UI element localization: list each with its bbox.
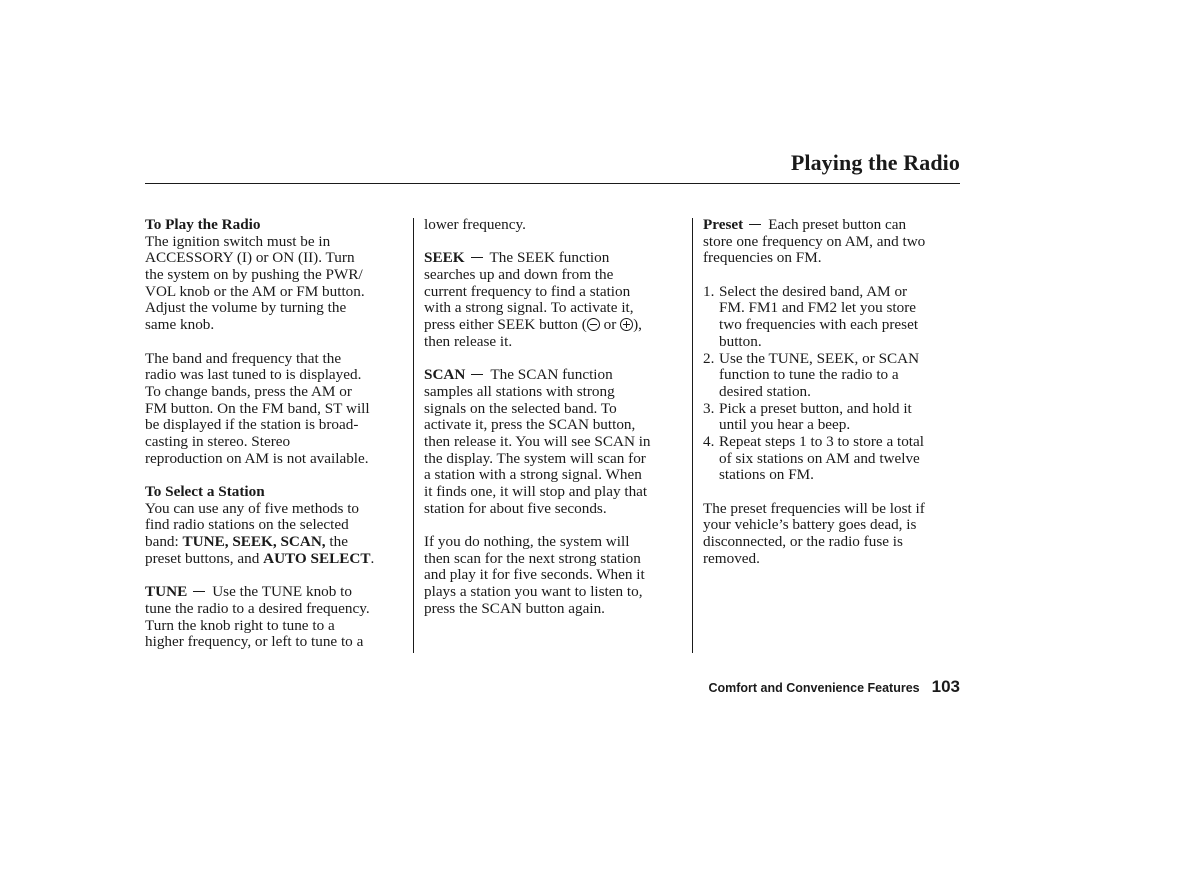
- text-line: of six stations on AM and twelve: [719, 449, 920, 467]
- text-line: disconnected, or the radio fuse is: [703, 533, 903, 551]
- column-3: [703, 217, 960, 567]
- text-line: The band and frequency that the: [145, 349, 342, 367]
- em-dash: [471, 374, 483, 375]
- text-line: a station with a strong signal. When: [424, 466, 642, 484]
- text-line: tune the radio to a desired frequency.: [145, 599, 370, 617]
- text-line: stations on FM.: [719, 466, 814, 484]
- text-line: [703, 217, 960, 234]
- preset-paragraph: [703, 217, 960, 267]
- text-line: [145, 551, 410, 568]
- text-line: ACCESSORY (I) or ON (II). Turn: [145, 249, 355, 267]
- text-line: [145, 534, 410, 551]
- scan-paragraph: [424, 367, 686, 517]
- text-line: be displayed if the station is broad-: [145, 416, 359, 434]
- text-line: casting in stereo. Stereo: [145, 432, 291, 450]
- text-span: Pick a preset button, and hold it: [719, 399, 912, 417]
- scan-term: SCAN: [424, 366, 466, 384]
- text-span: The SCAN function: [490, 366, 613, 384]
- text-line: station for about five seconds.: [424, 499, 607, 517]
- text-line: it finds one, it will stop and play that: [424, 483, 648, 500]
- text-line: reproduction on AM is not available.: [145, 449, 369, 467]
- methods-bold-text: TUNE, SEEK, SCAN,: [182, 533, 326, 551]
- text-line: find radio stations on the selected: [145, 516, 349, 534]
- auto-select-bold-text: AUTO SELECT: [263, 549, 371, 567]
- text-line: To change bands, press the AM or: [145, 382, 352, 400]
- seek-term: SEEK: [424, 249, 465, 267]
- text-line: [703, 432, 960, 451]
- text-span: Each preset button can: [768, 216, 907, 233]
- text-line: Turn the knob right to tune to a: [145, 616, 335, 634]
- text-line: store one frequency on AM, and two: [703, 232, 926, 250]
- list-item: [703, 401, 960, 434]
- text-span: The SEEK function: [489, 249, 610, 267]
- text-line: [703, 282, 960, 301]
- column-1: [145, 217, 410, 651]
- text-line: [145, 584, 410, 601]
- tune-term: TUNE: [145, 583, 188, 601]
- text-line: [424, 367, 686, 384]
- select-station-paragraph: [145, 501, 410, 568]
- seek-paragraph: [424, 250, 686, 350]
- text-line: signals on the selected band. To: [424, 399, 617, 417]
- text-span: ),: [633, 316, 642, 334]
- page-number: 103: [931, 677, 960, 696]
- text-line: The preset frequencies will be lost if: [703, 499, 925, 517]
- page-footer: [708, 677, 960, 697]
- text-line: desired station.: [719, 382, 811, 400]
- text-span: .: [370, 549, 375, 567]
- text-line: activate it, press the SCAN button,: [424, 416, 636, 434]
- step-number: 4.: [703, 432, 715, 450]
- step-number: 1.: [703, 282, 715, 300]
- play-radio-paragraph: [145, 234, 410, 334]
- page-title: Playing the Radio: [790, 150, 960, 175]
- text-span: Select the desired band, AM or: [719, 282, 908, 300]
- text-line: radio was last tuned to is displayed.: [145, 366, 362, 384]
- no-action-paragraph: [424, 534, 686, 617]
- text-line: then release it. You will see SCAN in: [424, 432, 651, 450]
- text-line: with a strong signal. To activate it,: [424, 299, 634, 317]
- text-span: the: [325, 533, 348, 551]
- em-dash: [193, 591, 205, 592]
- text-line: You can use any of five methods to: [145, 499, 360, 517]
- text-line: searches up and down from the: [424, 266, 614, 284]
- section-heading-play-radio: To Play the Radio: [145, 216, 261, 233]
- text-line: the display. The system will scan for: [424, 449, 646, 467]
- text-line: function to tune the radio to a: [719, 366, 899, 384]
- footer-section-name: Comfort and Convenience Features: [708, 681, 920, 695]
- preset-steps-list: [703, 284, 960, 484]
- text-line: then scan for the next strong station: [424, 549, 641, 567]
- column-divider-1: [413, 218, 414, 653]
- text-line: your vehicle’s battery goes dead, is: [703, 516, 917, 534]
- text-span: press either SEEK button (: [424, 316, 587, 334]
- column-2: [424, 217, 686, 618]
- text-line: Adjust the volume by turning the: [145, 299, 347, 317]
- band-frequency-paragraph: [145, 351, 410, 468]
- list-item: [703, 434, 960, 484]
- text-span: preset buttons, and: [145, 549, 264, 567]
- text-line: [703, 349, 960, 368]
- step-number: 2.: [703, 349, 715, 367]
- text-span: band:: [145, 533, 183, 551]
- text-line: removed.: [703, 549, 760, 567]
- text-line: frequencies on FM.: [703, 249, 822, 267]
- text-line: then release it.: [424, 332, 513, 350]
- text-span: or: [599, 316, 621, 334]
- text-line: The ignition switch must be in: [145, 232, 331, 250]
- preset-term: Preset: [703, 216, 744, 233]
- text-line: [424, 317, 686, 334]
- list-item: [703, 351, 960, 401]
- text-line: same knob.: [145, 316, 215, 334]
- text-line: lower frequency.: [424, 216, 526, 233]
- text-line: FM button. On the FM band, ST will: [145, 399, 370, 417]
- text-line: If you do nothing, the system will: [424, 533, 630, 551]
- preset-loss-paragraph: [703, 501, 960, 568]
- text-line: and play it for five seconds. When it: [424, 566, 645, 584]
- tune-paragraph: [145, 584, 410, 651]
- text-line: [424, 250, 686, 267]
- text-line: the system on by pushing the PWR/: [145, 266, 363, 284]
- text-line: FM. FM1 and FM2 let you store: [719, 299, 917, 317]
- title-rule: [145, 183, 960, 184]
- text-line: until you hear a beep.: [719, 416, 851, 434]
- text-line: [703, 399, 960, 418]
- text-span: Use the TUNE knob to: [212, 583, 352, 601]
- text-line: VOL knob or the AM or FM button.: [145, 282, 365, 300]
- em-dash: [749, 224, 761, 225]
- text-span: Use the TUNE, SEEK, or SCAN: [719, 349, 920, 367]
- text-line: plays a station you want to listen to,: [424, 583, 643, 601]
- column-divider-2: [692, 218, 693, 653]
- text-line: higher frequency, or left to tune to a: [145, 633, 364, 651]
- step-number: 3.: [703, 399, 715, 417]
- em-dash: [471, 257, 483, 258]
- text-line: press the SCAN button again.: [424, 599, 605, 617]
- seek-plus-icon: [620, 318, 633, 331]
- section-heading-select-station: To Select a Station: [145, 483, 265, 500]
- text-line: two frequencies with each preset: [719, 316, 919, 334]
- text-line: samples all stations with strong: [424, 382, 615, 400]
- text-span: Repeat steps 1 to 3 to store a total: [719, 432, 924, 450]
- text-line: button.: [719, 332, 762, 350]
- text-line: current frequency to find a station: [424, 282, 631, 300]
- list-item: [703, 284, 960, 351]
- seek-minus-icon: [587, 318, 600, 331]
